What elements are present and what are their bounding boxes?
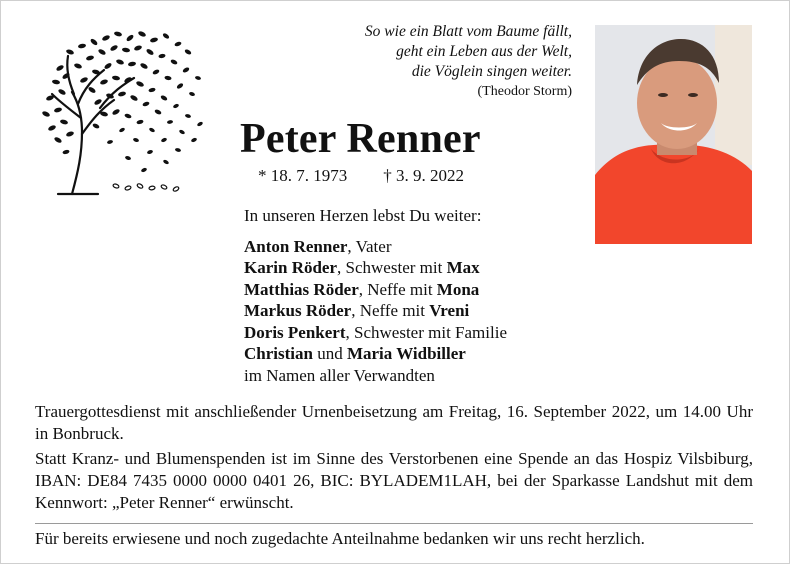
portrait-photo	[595, 25, 752, 244]
mourner-line	[244, 300, 507, 322]
mourner-line	[244, 322, 507, 344]
mourner-name: Max	[446, 258, 480, 277]
mourners-intro: In unseren Herzen lebst Du weiter:	[244, 206, 482, 225]
mourner-name: Vreni	[429, 301, 470, 320]
mourners-closing: im Namen aller Verwandten	[244, 365, 435, 385]
mourner-relation: und	[312, 344, 347, 363]
mourner-name: Mona	[436, 279, 480, 299]
mourner-name: Markus Röder	[244, 301, 352, 320]
mourner-line	[244, 257, 507, 279]
deceased-name: Peter Renner	[240, 116, 481, 162]
mourner-name: Maria Widbiller	[346, 344, 466, 363]
tree-illustration	[38, 22, 208, 198]
mourner-name: Anton Renner	[244, 236, 348, 256]
thanks-note: Für bereits erwiesene und noch zugedachte Anteilnahme bedanken wir uns recht herzlich.	[35, 529, 645, 548]
mourner-relation: , Schwester mit	[337, 258, 447, 277]
mourner-name: Doris Penkert	[244, 322, 346, 342]
mourner-relation: , Neffe mit	[358, 279, 437, 299]
quote-author: (Theodor Storm)	[477, 84, 572, 99]
mourner-line	[244, 236, 507, 258]
mourner-line	[244, 279, 507, 301]
service-notice: Trauergottesdienst mit anschließender Urnenbeisetzung am Freitag, 16. September 2022, um 14.00 Uhr in Bonbruck.	[35, 402, 753, 443]
mourner-name: Christian	[244, 344, 313, 363]
divider	[35, 523, 753, 524]
mourner-name: Matthias Röder	[244, 279, 359, 299]
quote-line: So wie ein Blatt vom Baume fällt,	[364, 23, 572, 40]
death-date: † 3. 9. 2022	[383, 166, 464, 185]
donation-notice: Statt Kranz- und Blumenspenden ist im Sinne des Verstorbenen eine Spende an das Hospiz Vilsbiburg, IBAN: DE84 7435 0000 0000 0401 26, BIC: BYLADEM1LAH, bei der Sparkasse Landshut mit dem Kennwort: „Peter Renner“ erwünscht.	[35, 449, 753, 512]
quote-line: geht ein Leben aus der Welt,	[396, 43, 572, 60]
mourners-list	[244, 205, 507, 386]
mourner-relation: , Vater	[347, 236, 392, 256]
quote-block	[365, 22, 572, 102]
mourner-name: Karin Röder	[244, 258, 338, 277]
mourner-relation: , Schwester mit Familie	[345, 322, 507, 342]
birth-date: * 18. 7. 1973	[258, 166, 348, 185]
mourner-line	[244, 343, 507, 365]
mourner-relation: , Neffe mit	[351, 301, 430, 320]
life-dates	[258, 166, 464, 186]
quote-line: die Vöglein singen weiter.	[411, 63, 572, 80]
